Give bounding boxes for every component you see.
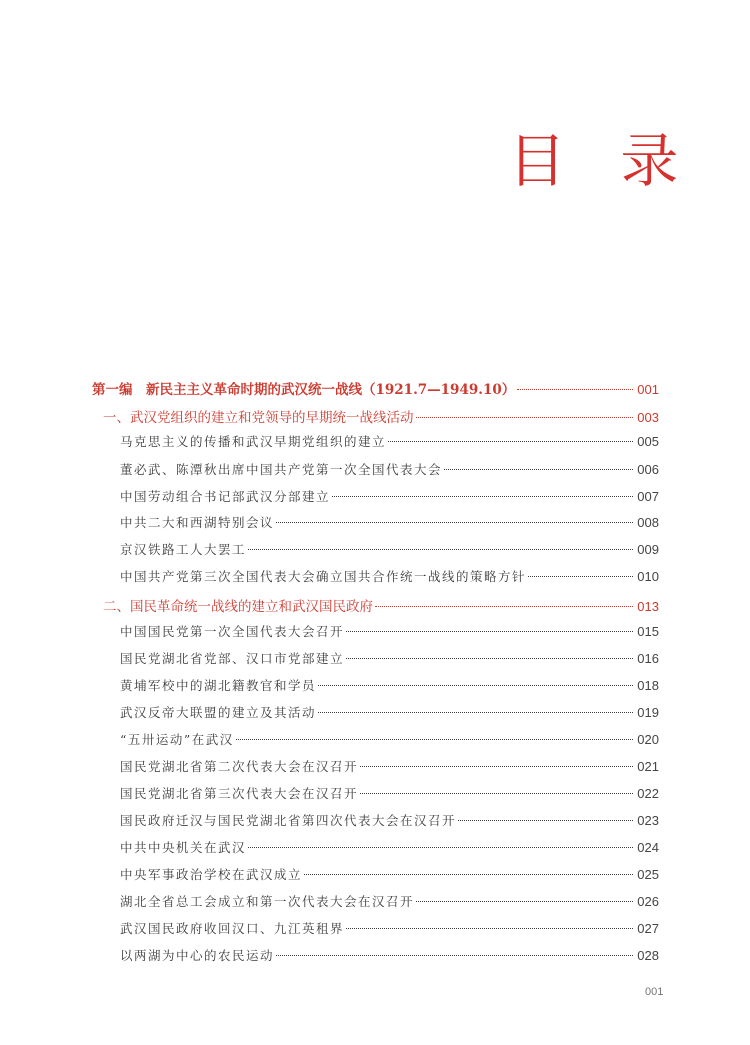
toc-page-number: 003 <box>637 410 659 425</box>
toc-entry[interactable] <box>120 703 659 721</box>
toc-entry[interactable] <box>120 460 659 478</box>
toc-entry-title: 董必武、陈潭秋出席中国共产党第一次全国代表大会 <box>120 462 443 477</box>
toc-section-heading[interactable] <box>103 406 659 426</box>
toc-entry[interactable] <box>120 919 659 937</box>
dot-leader <box>346 631 633 632</box>
toc-entry-title: 国民党湖北省党部、汉口市党部建立 <box>120 651 345 666</box>
toc-entry-title: 国民党湖北省第二次代表大会在汉召开 <box>120 759 359 774</box>
toc-entry[interactable] <box>120 676 659 694</box>
dot-leader <box>346 658 633 659</box>
toc-entry-title: 中国劳动组合书记部武汉分部建立 <box>120 489 331 504</box>
toc-page-number: 021 <box>637 759 659 774</box>
dot-leader <box>360 766 633 767</box>
dot-leader <box>236 739 634 740</box>
dot-leader <box>332 496 633 497</box>
dot-leader <box>458 820 633 821</box>
toc-page-number: 019 <box>637 705 659 720</box>
page-number: 001 <box>645 986 664 998</box>
toc-section-heading[interactable] <box>103 595 659 615</box>
toc-entry-title: 京汉铁路工人大罢工 <box>120 542 247 557</box>
toc-page-number: 007 <box>637 489 659 504</box>
toc-page-number: 026 <box>637 894 659 909</box>
toc-part-heading[interactable] <box>92 378 659 398</box>
toc-entry[interactable] <box>120 540 659 558</box>
toc-page-number: 016 <box>637 651 659 666</box>
toc-entry-title: 中国共产党第三次全国代表大会确立国共合作统一战线的策略方针 <box>120 569 527 584</box>
toc-entry-title: “五卅运动”在武汉 <box>120 732 234 747</box>
dot-leader <box>276 522 633 523</box>
toc-entry[interactable] <box>120 567 659 585</box>
dot-leader <box>517 389 633 390</box>
toc-page-number: 023 <box>637 813 659 828</box>
toc-page-number: 009 <box>637 542 659 557</box>
toc-entry-title: 马克思主义的传播和武汉早期党组织的建立 <box>120 434 387 449</box>
toc-page-number: 006 <box>637 462 659 477</box>
dot-leader <box>318 685 633 686</box>
toc-entry[interactable] <box>120 811 659 829</box>
dot-leader <box>416 417 634 418</box>
toc-page-number: 015 <box>637 624 659 639</box>
dot-leader <box>528 576 633 577</box>
toc-page-number: 028 <box>637 948 659 963</box>
toc-entry[interactable] <box>120 730 659 748</box>
toc-entry-title: 以两湖为中心的农民运动 <box>120 948 275 963</box>
toc-entry[interactable] <box>120 865 659 883</box>
toc-page-number: 018 <box>637 678 659 693</box>
toc-entry[interactable] <box>120 487 659 505</box>
toc-entry[interactable] <box>120 649 659 667</box>
toc-page-number: 024 <box>637 840 659 855</box>
toc-entry-title: 中国国民党第一次全国代表大会召开 <box>120 624 345 639</box>
dot-leader <box>318 712 633 713</box>
toc-entry-title: 中共二大和西湖特别会议 <box>120 515 275 530</box>
toc-entry[interactable] <box>120 513 659 531</box>
toc-entry-title: 二、国民革命统一战线的建立和武汉国民政府 <box>103 599 373 615</box>
dot-leader <box>346 928 633 929</box>
toc-entry[interactable] <box>120 838 659 856</box>
toc-entry-title: 武汉反帝大联盟的建立及其活动 <box>120 705 317 720</box>
dot-leader <box>360 793 633 794</box>
dot-leader <box>304 874 633 875</box>
toc-page-number: 008 <box>637 515 659 530</box>
toc-page-number: 010 <box>637 569 659 584</box>
dot-leader <box>444 469 633 470</box>
toc-entry-title: 国民党湖北省第三次代表大会在汉召开 <box>120 786 359 801</box>
toc-entry[interactable] <box>120 432 659 450</box>
toc-entry-title: 中共中央机关在武汉 <box>120 840 247 855</box>
toc-entry-title: 第一编 新民主主义革命时期的武汉统一战线（1921.7—1949.10） <box>92 382 516 398</box>
toc-entry-title: 国民政府迁汉与国民党湖北省第四次代表大会在汉召开 <box>120 813 457 828</box>
toc-page-number: 022 <box>637 786 659 801</box>
toc-page-number: 025 <box>637 867 659 882</box>
toc-page-number: 020 <box>637 732 659 747</box>
dot-leader <box>248 549 633 550</box>
toc-entry[interactable] <box>120 622 659 640</box>
toc-entry[interactable] <box>120 892 659 910</box>
dot-leader <box>388 441 633 442</box>
toc-page-number: 013 <box>637 599 659 614</box>
dot-leader <box>416 901 633 902</box>
toc-entry-title: 黄埔军校中的湖北籍教官和学员 <box>120 678 317 693</box>
toc-entry-title: 武汉国民政府收回汉口、九江英租界 <box>120 921 345 936</box>
dot-leader <box>276 955 633 956</box>
page-title: 目 录 <box>508 127 697 195</box>
dot-leader <box>375 606 633 607</box>
toc-page-number: 005 <box>637 434 659 449</box>
toc-page-number: 027 <box>637 921 659 936</box>
dot-leader <box>248 847 633 848</box>
toc-page-number: 001 <box>637 382 659 397</box>
toc-entry[interactable] <box>120 946 659 964</box>
toc-entry[interactable] <box>120 784 659 802</box>
toc-entry-title: 中央军事政治学校在武汉成立 <box>120 867 303 882</box>
toc-entry[interactable] <box>120 757 659 775</box>
toc-entry-title: 湖北全省总工会成立和第一次代表大会在汉召开 <box>120 894 415 909</box>
toc-entry-title: 一、武汉党组织的建立和党领导的早期统一战线活动 <box>103 410 414 426</box>
